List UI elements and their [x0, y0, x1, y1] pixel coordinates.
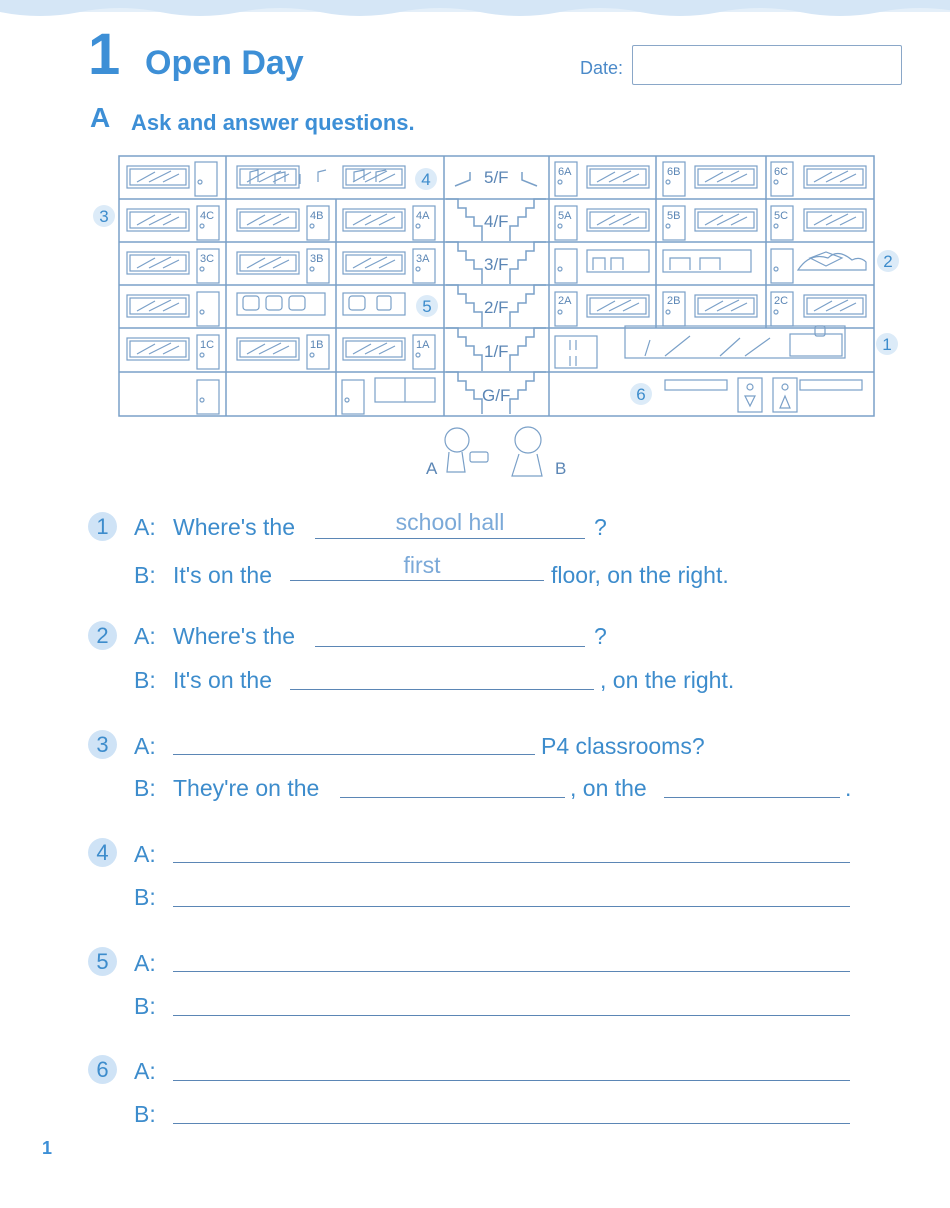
q5-b-prefix: B: [134, 993, 156, 1019]
q2-b-prefix: B: [134, 667, 156, 693]
room-label: 4A [416, 210, 430, 222]
marker-4: 4 [421, 170, 431, 189]
q1-a-blank[interactable] [315, 538, 585, 539]
floor-label-3f: 3/F [484, 255, 509, 274]
floor-label-5f: 5/F [484, 168, 509, 187]
q3-b-mid: , on the [570, 775, 647, 801]
room-label: 3C [200, 253, 215, 265]
q4-b-blank[interactable] [173, 906, 850, 907]
room-label: 2A [558, 295, 572, 307]
marker-5: 5 [422, 297, 432, 316]
q2-a-end: ? [594, 623, 607, 649]
q3-a-blank[interactable] [173, 754, 535, 755]
marker-6: 6 [636, 385, 646, 404]
q6-a-prefix: A: [134, 1058, 156, 1084]
room-label: 6B [667, 166, 681, 178]
q3-b-prefix: B: [134, 775, 156, 801]
q2-a-blank[interactable] [315, 646, 585, 647]
q1-b-answer: first [403, 552, 441, 578]
q2-b-blank[interactable] [290, 689, 594, 690]
marker-2: 2 [883, 252, 893, 271]
floor-label-1f: 1/F [484, 342, 509, 361]
q2-b-text: It's on the [173, 667, 273, 693]
q1-a-prefix: A: [134, 514, 156, 540]
date-label: Date: [580, 58, 624, 78]
q5-b-blank[interactable] [173, 1015, 850, 1016]
speaker-a-label: A [426, 459, 438, 478]
room-label: 3A [416, 253, 430, 265]
unit-number: 1 [88, 22, 121, 87]
q3-b-blank-2[interactable] [664, 797, 840, 798]
q4-a-blank[interactable] [173, 862, 850, 863]
question-number-4: 4 [88, 838, 117, 867]
q6-a-blank[interactable] [173, 1080, 850, 1081]
question-number-5: 5 [88, 947, 117, 976]
unit-title: Open Day [145, 44, 304, 82]
room-label: 5A [558, 210, 572, 222]
floor-label-4f: 4/F [484, 212, 509, 231]
q3-b-text: They're on the [173, 775, 320, 801]
room-label: 6A [558, 166, 572, 178]
q2-b-end: , on the right. [600, 667, 735, 693]
q5-a-prefix: A: [134, 950, 156, 976]
q3-a-end: P4 classrooms? [541, 733, 705, 759]
room-label: 4B [310, 210, 324, 222]
q2-a-prefix: A: [134, 623, 156, 649]
q4-a-prefix: A: [134, 841, 156, 867]
q1-a-end: ? [594, 514, 607, 540]
q5-a-blank[interactable] [173, 971, 850, 972]
q1-b-end: floor, on the right. [551, 562, 729, 588]
q3-b-end: . [845, 775, 852, 801]
room-label: 3B [310, 253, 324, 265]
q3-b-blank-1[interactable] [340, 797, 565, 798]
room-label: 2B [667, 295, 681, 307]
room-label: 5C [774, 210, 789, 222]
school-building-diagram [0, 0, 950, 500]
room-label: 2C [774, 295, 789, 307]
q1-a-answer: school hall [395, 509, 505, 535]
question-number-3: 3 [88, 730, 117, 759]
room-label: 5B [667, 210, 681, 222]
q1-b-blank[interactable] [290, 580, 544, 581]
question-number-1: 1 [88, 512, 117, 541]
floor-label-gf: G/F [482, 386, 511, 405]
speaker-b-label: B [555, 459, 567, 478]
room-label: 1B [310, 339, 324, 351]
q4-b-prefix: B: [134, 884, 156, 910]
q6-b-prefix: B: [134, 1101, 156, 1127]
section-instructions: Ask and answer questions. [131, 110, 415, 135]
marker-1: 1 [882, 335, 892, 354]
q1-b-prefix: B: [134, 562, 156, 588]
room-label: 6C [774, 166, 789, 178]
question-number-2: 2 [88, 621, 117, 650]
page-number: 1 [42, 1138, 53, 1158]
section-letter: A [90, 102, 111, 133]
q6-b-blank[interactable] [173, 1123, 850, 1124]
q1-b-text: It's on the [173, 562, 273, 588]
room-label: 4C [200, 210, 215, 222]
floor-label-2f: 2/F [484, 298, 509, 317]
room-label: 1C [200, 339, 215, 351]
room-label: 1A [416, 339, 430, 351]
marker-3: 3 [99, 207, 109, 226]
q1-a-text: Where's the [173, 514, 295, 540]
q3-a-prefix: A: [134, 733, 156, 759]
q2-a-text: Where's the [173, 623, 295, 649]
question-number-6: 6 [88, 1055, 117, 1084]
